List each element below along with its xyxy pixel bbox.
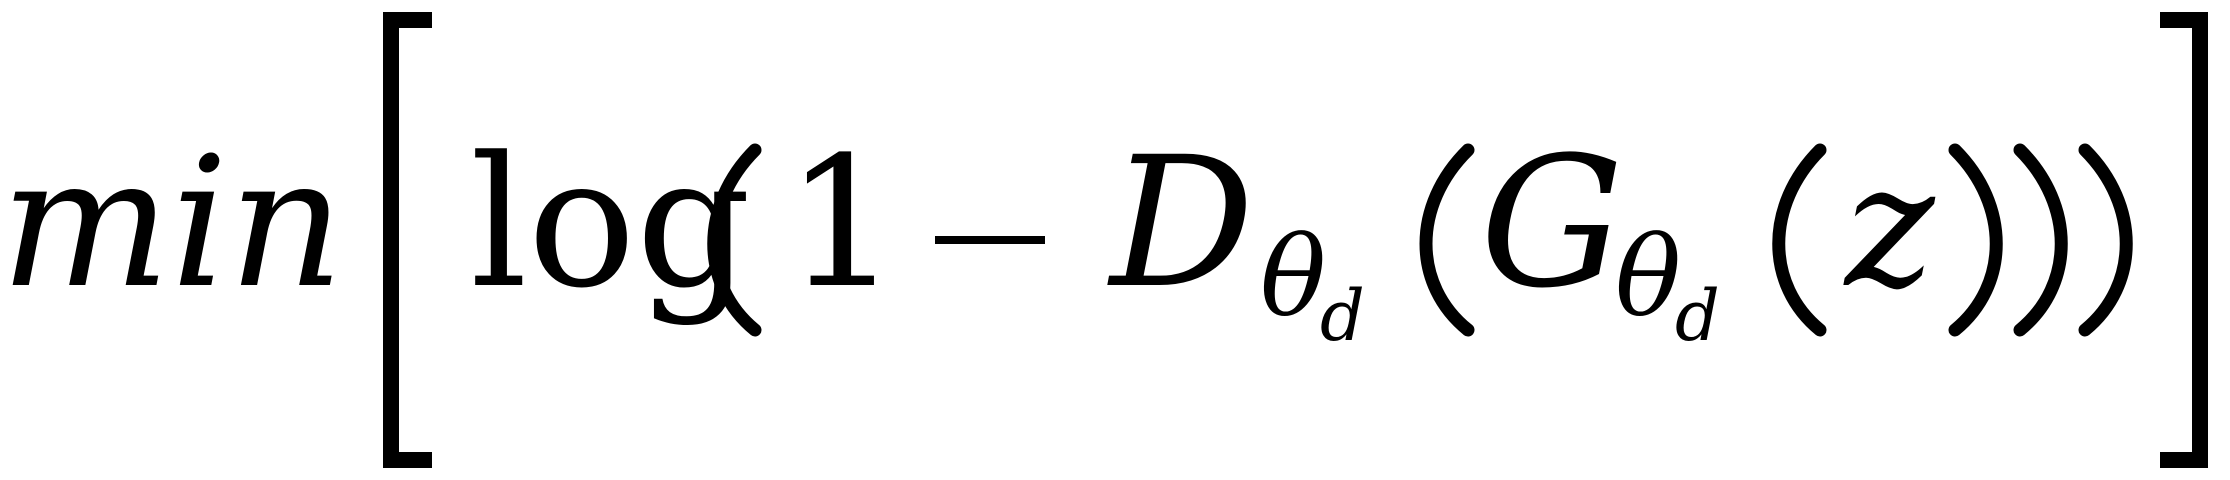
discriminator-close-parenthesis xyxy=(2020,150,2061,330)
discriminator-theta-subscript: θ xyxy=(1260,213,1327,341)
one-constant: 1 xyxy=(785,119,900,328)
left-square-bracket xyxy=(391,20,432,460)
discriminator-d-subscript: d xyxy=(1320,275,1365,357)
generator-d-subscript: d xyxy=(1675,275,1720,357)
generator-theta-subscript: θ xyxy=(1615,213,1682,341)
discriminator-open-parenthesis xyxy=(1426,150,1468,330)
latent-variable-z: z xyxy=(1845,128,1935,326)
generator-symbol: G xyxy=(1480,119,1624,328)
log-function: log xyxy=(470,119,752,328)
min-operator: min xyxy=(0,119,345,328)
discriminator-symbol: D xyxy=(1110,119,1255,328)
right-square-bracket xyxy=(2160,20,2200,460)
generator-open-parenthesis xyxy=(1779,150,1820,330)
generator-close-parenthesis xyxy=(1955,150,1996,330)
outer-close-parenthesis xyxy=(2085,150,2126,330)
